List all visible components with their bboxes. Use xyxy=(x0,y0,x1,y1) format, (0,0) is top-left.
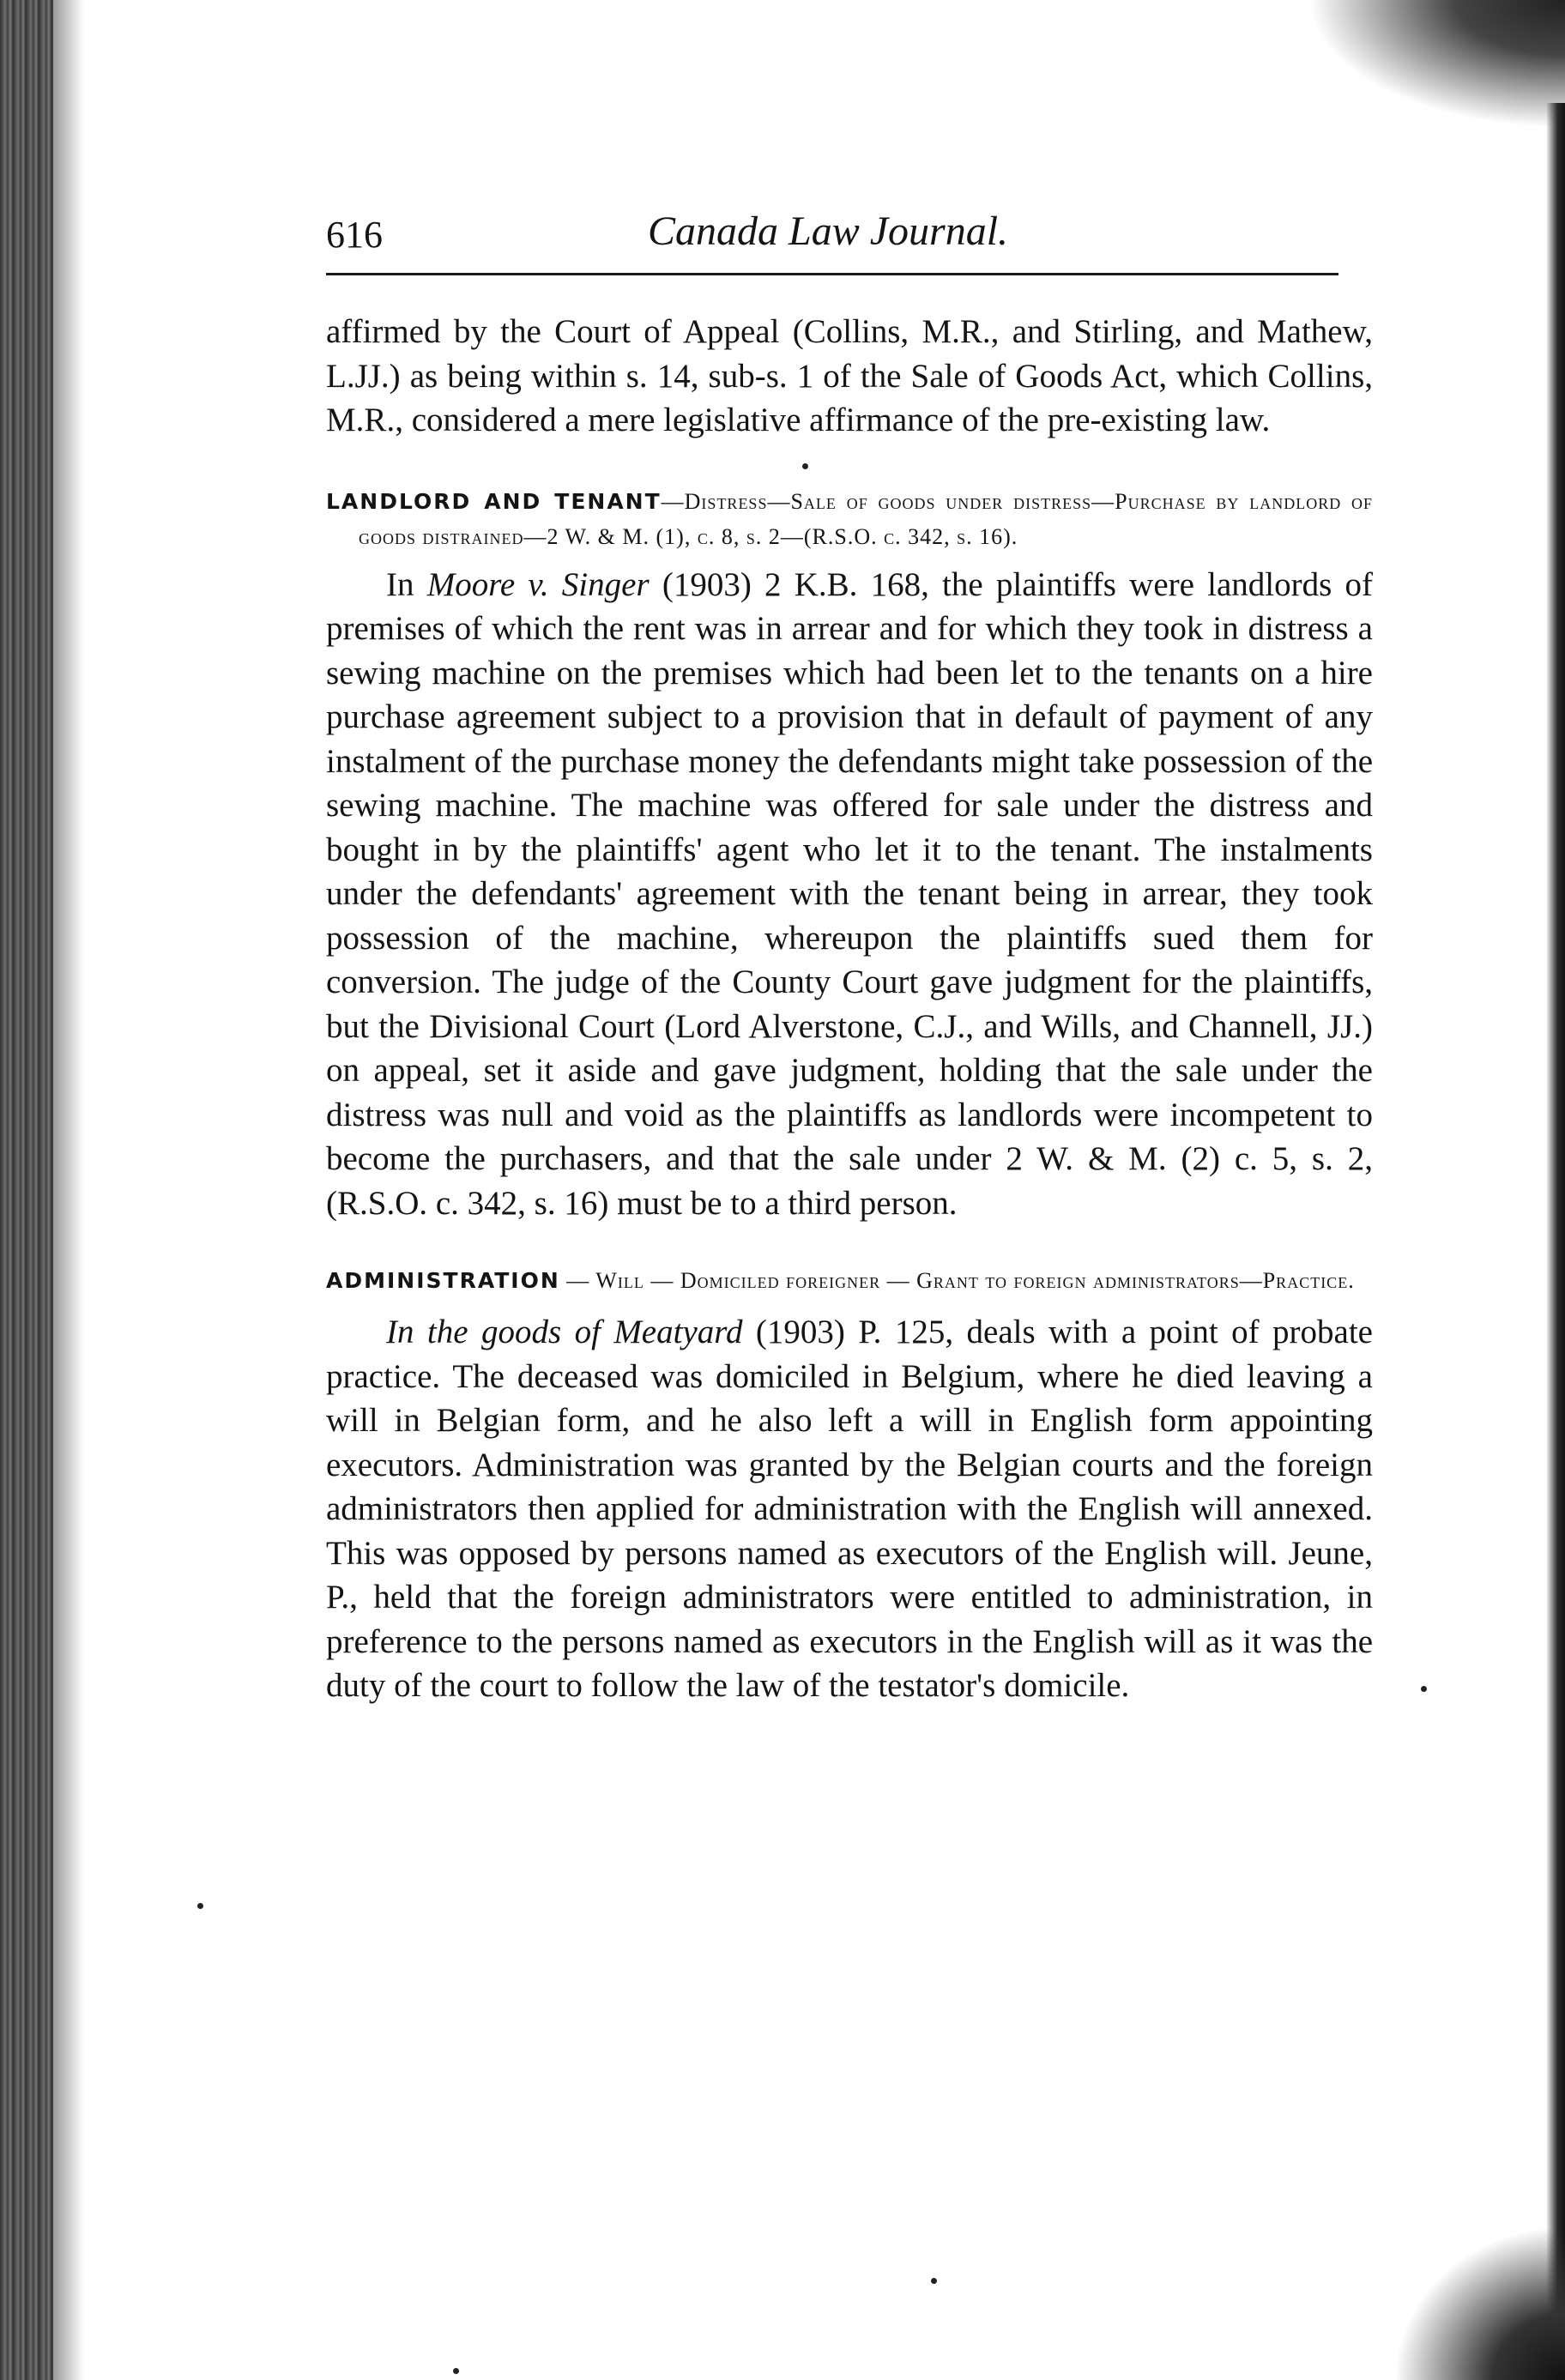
page-number: 616 xyxy=(326,214,383,256)
scan-speck xyxy=(197,1903,203,1909)
landlord-body-text: (1903) 2 K.B. 168, the plaintiffs were landlords of premises of which the rent was in arrear and for which they took in distress a sewing machine on the premises which had been let to the tenants on a hire purchase agreement subject to a provision that in default of payment of any instalment of the purchase money the defendants might take possession of the sewing machine. The machine was offered for sale under the distress and bought in by the plaintiffs' agent who let it to the tenant. The instalments under the defendants' agreement with the tenant being in arrear, they took possession of the machine, whereupon the plaintiffs sued them for conversion. The judge of the County Court gave judgment for the plaintiffs, but the Divisional Court (Lord Alverstone, C.J., and Wills, and Channell, JJ.) on appeal, set it aside and gave judgment, holding that the sale under the distress was null and void as the plaintiffs as landlords were incompetent to become the purchasers, and that the sale under 2 W. & M. (2) c. 5, s. 2, (R.S.O. c. 342, s. 16) must be to a third person. xyxy=(326,565,1373,1222)
heading-lead-administration: ADMINISTRATION xyxy=(326,1268,560,1293)
heading-lead-landlord: LANDLORD AND TENANT xyxy=(326,488,662,514)
scan-speck xyxy=(931,2278,937,2284)
scan-binding-fade xyxy=(53,0,84,2380)
scan-corner-shadow-bottom xyxy=(1393,2226,1565,2380)
scan-right-edge xyxy=(1546,103,1565,2380)
administration-paragraph xyxy=(326,1310,1373,1708)
section-heading-landlord xyxy=(326,484,1373,554)
scan-binding-shadow xyxy=(0,0,53,2380)
scan-speck xyxy=(453,2368,459,2374)
scan-corner-shadow-top xyxy=(1308,0,1565,129)
header-rule xyxy=(326,273,1338,275)
landlord-body-prefix: In xyxy=(386,565,414,603)
journal-page xyxy=(326,206,1373,1708)
journal-title: Canada Law Journal. xyxy=(648,208,1009,254)
scan-speck xyxy=(802,463,808,469)
running-head xyxy=(326,206,1373,263)
landlord-paragraph xyxy=(326,563,1373,1226)
heading-rest-administration: — Will — Domiciled foreigner — Grant to foreign administrators—Practice. xyxy=(566,1268,1355,1293)
case-name-moore-v-singer: Moore v. Singer xyxy=(426,565,650,603)
intro-paragraph: affirmed by the Court of Appeal (Collins, M.R., and Stirling, and Mathew, L.JJ.) as being within s. 14, sub-s. 1 of the Sale of Goods Act, which Collins, M.R., considered a mere legislative affirmance of the pre-existing law. xyxy=(326,313,1373,438)
case-name-meatyard: In the goods of Meatyard xyxy=(386,1314,743,1350)
heading-rest-landlord: —Distress—Sale of goods under distress—Purchase by landlord of goods distrained—2 W. & M. (1), c. 8, s. 2—(R.S.O. c. 342, s. 16). xyxy=(359,488,1373,549)
administration-body-text: (1903) P. 125, deals with a point of probate practice. The deceased was domiciled in Belgium, where he died leaving a will in Belgian form, and he also left a will in English form appointing executors. Administration was granted by the Belgian courts and the foreign administrators then applied for administration with the English will annexed. This was opposed by persons named as executors of the English will. Jeune, P., held that the foreign administrators were entitled to administration, in preference to the persons named as executors in the English will as it was the duty of the court to follow the law of the testator's domicile. xyxy=(326,1314,1373,1704)
scan-speck xyxy=(1421,1686,1427,1692)
section-heading-administration xyxy=(326,1263,1373,1298)
